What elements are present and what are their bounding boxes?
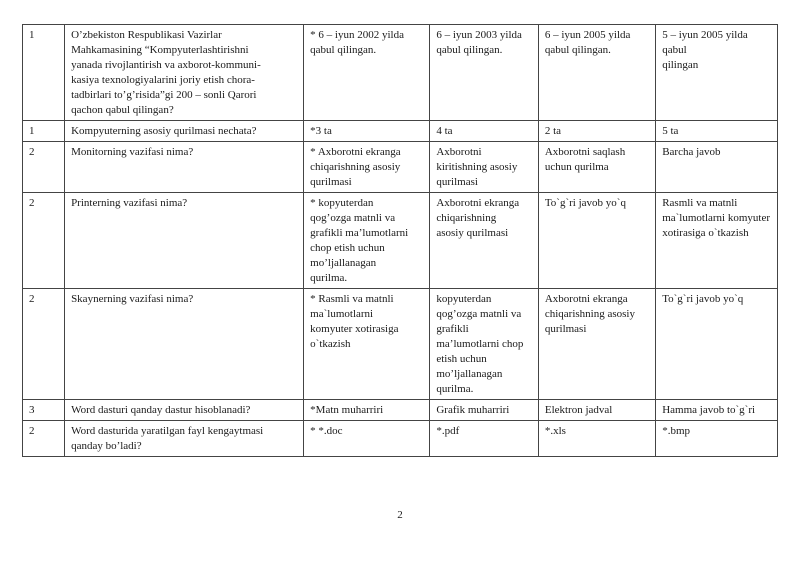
answer-option: Grafik muharriri [430,400,538,421]
table-row [23,421,778,457]
answer-option: Axborotni saqlash uchun qurilma [538,142,655,193]
answer-option: *.pdf [430,421,538,457]
question-text: Word dasturi qanday dastur hisoblanadi? [65,400,304,421]
answer-correct: *3 ta [304,121,430,142]
answer-option: 6 – iyun 2005 yilda qabul qilingan. [538,25,655,121]
difficulty-level: 2 [23,421,65,457]
answer-option: To`g`ri javob yo`q [538,193,655,289]
answer-option: *.bmp [656,421,778,457]
difficulty-level: 1 [23,121,65,142]
answer-correct: * kopyuterdan qog’ozga matnli va grafikli ma’lumotlarni chop etish uchun mo’ljallanagan qurilma. [304,193,430,289]
answer-option: To`g`ri javob yo`q [656,289,778,400]
table-row [23,142,778,193]
table-row [23,25,778,121]
answer-option: 5 – iyun 2005 yilda qabul qilingan [656,25,778,121]
answer-option: Rasmli va matnli ma`lumotlarni komyuter xotirasiga o`tkazish [656,193,778,289]
answer-option: Barcha javob [656,142,778,193]
answer-option: Elektron jadval [538,400,655,421]
question-text: Monitorning vazifasi nima? [65,142,304,193]
answer-option: *.xls [538,421,655,457]
answer-option: 6 – iyun 2003 yilda qabul qilingan. [430,25,538,121]
answer-correct: *Matn muharriri [304,400,430,421]
difficulty-level: 3 [23,400,65,421]
quiz-table [22,24,778,457]
answer-option: Axborotni ekranga chiqarishning asosiy qurilmasi [430,193,538,289]
difficulty-level: 2 [23,289,65,400]
difficulty-level: 1 [23,25,65,121]
answer-option: Axborotni kiritishning asosiy qurilmasi [430,142,538,193]
question-text: Word dasturida yaratilgan fayl kengaytmasi qanday bo’ladi? [65,421,304,457]
question-text: Kompyuterning asosiy qurilmasi nechata? [65,121,304,142]
difficulty-level: 2 [23,142,65,193]
answer-option: 2 ta [538,121,655,142]
question-text: O’zbekiston Respublikasi Vazirlar Mahkamasining “Kompyuterlashtirishni yanada rivojlantirish va axborot-kommuni- kasiya texnologiyalarini joriy etish chora- tadbirlari to’g’risida”gi 200 – sonli Qarori qachon qabul qilingan? [65,25,304,121]
answer-option: 5 ta [656,121,778,142]
answer-correct: * Rasmli va matnli ma`lumotlarni komyuter xotirasiga o`tkazish [304,289,430,400]
answer-option: Hamma javob to`g`ri [656,400,778,421]
answer-correct: * Axborotni ekranga chiqarishning asosiy qurilmasi [304,142,430,193]
table-row [23,289,778,400]
table-row [23,400,778,421]
answer-option: 4 ta [430,121,538,142]
table-row [23,193,778,289]
difficulty-level: 2 [23,193,65,289]
page-number: 2 [397,509,403,521]
question-text: Printerning vazifasi nima? [65,193,304,289]
answer-correct: * *.doc [304,421,430,457]
question-text: Skaynerning vazifasi nima? [65,289,304,400]
answer-option: kopyuterdan qog’ozga matnli va grafikli ma’lumotlarni chop etish uchun mo’ljallanagan qurilma. [430,289,538,400]
table-row [23,121,778,142]
answer-option: Axborotni ekranga chiqarishning asosiy qurilmasi [538,289,655,400]
answer-correct: * 6 – iyun 2002 yilda qabul qilingan. [304,25,430,121]
